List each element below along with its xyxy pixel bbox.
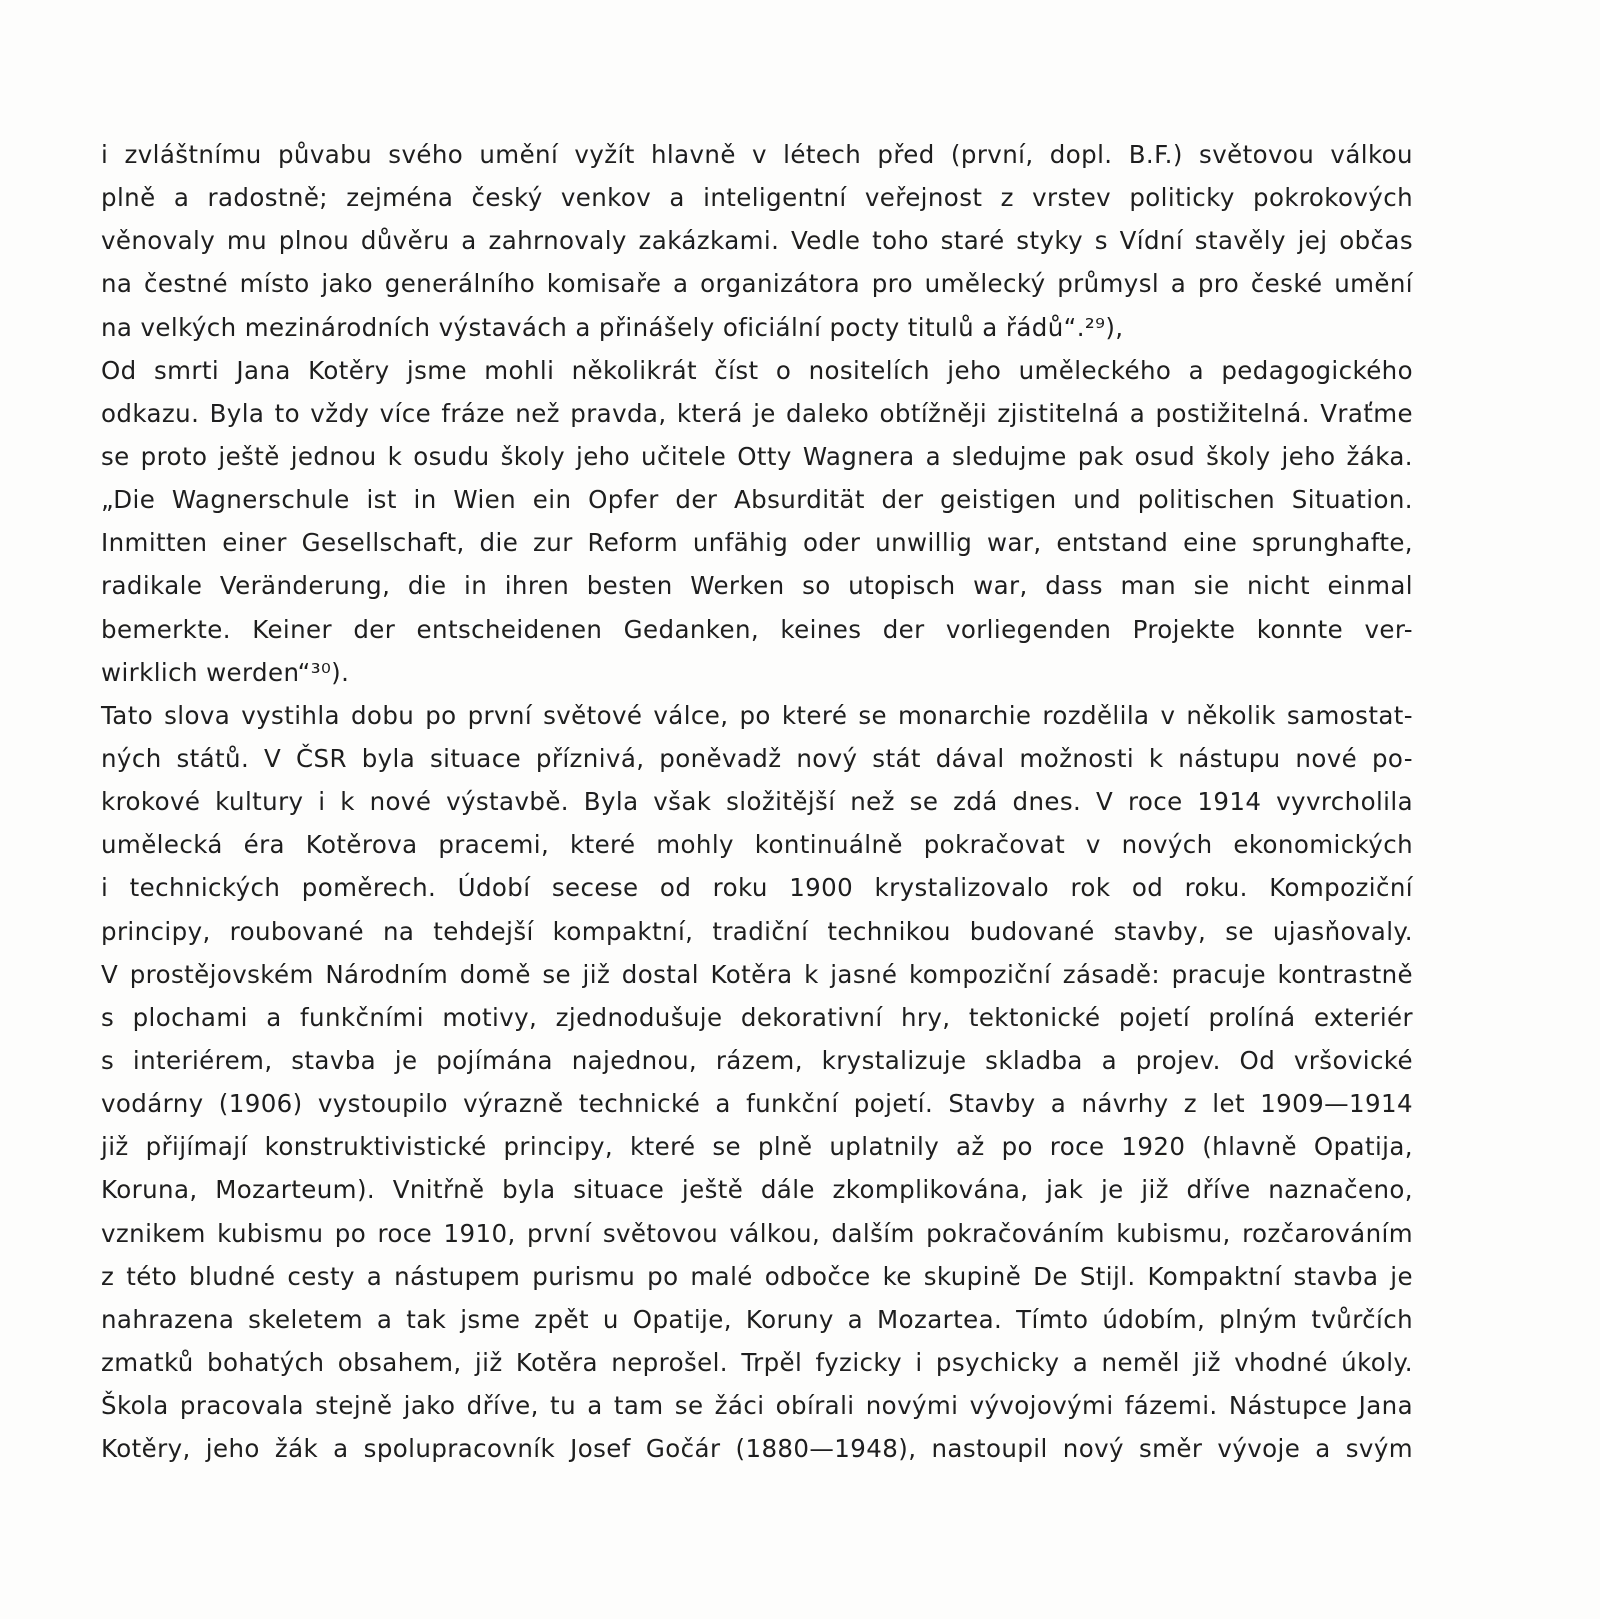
text-line: ných států. V ČSR byla situace příznivá, poněvadž nový stát dával možnosti k nástupu nové po-	[101, 743, 1413, 773]
text-line: wirklich werden“³⁰).	[101, 657, 350, 687]
text-line: principy, roubované na tehdejší kompaktní, tradiční technikou budované stavby, se ujasňovaly.	[101, 916, 1413, 946]
text-line: i zvláštnímu půvabu svého umění vyžít hlavně v létech před (první, dopl. B.F.) světovou válkou	[101, 140, 1413, 169]
text-line: zmatků bohatých obsahem, již Kotěra neprošel. Trpěl fyzicky i psychicky a neměl již vhodné úkoly.	[101, 1347, 1413, 1377]
text-line: „Die Wagnerschule ist in Wien ein Opfer der Absurdität der geistigen und politischen Situation.	[101, 485, 1413, 515]
text-line: Škola pracovala stejně jako dříve, tu a tam se žáci obírali novými vývojovými fázemi. Nástupce Jana	[101, 1391, 1413, 1421]
text-line: na čestné místo jako generálního komisaře a organizátora pro umělecký průmysl a pro české umění	[101, 269, 1413, 299]
text-line: Koruna, Mozarteum). Vnitřně byla situace ještě dále zkomplikována, jak je již dříve naznačeno,	[101, 1175, 1413, 1205]
text-line: i technických poměrech. Údobí secese od roku 1900 krystalizovalo rok od roku. Kompoziční	[101, 873, 1413, 903]
text-line: radikale Veränderung, die in ihren besten Werken so utopisch war, dass man sie nicht einmal	[101, 571, 1413, 601]
text-line: s plochami a funkčními motivy, zjednodušuje dekorativní hry, tektonické pojetí prolíná exteriér	[101, 1002, 1413, 1032]
text-line: umělecká éra Kotěrova pracemi, které mohly kontinuálně pokračovat v nových ekonomických	[101, 830, 1413, 860]
text-line: věnovaly mu plnou důvěru a zahrnovaly zakázkami. Vedle toho staré styky s Vídní stavěly jej občas	[101, 226, 1413, 256]
text-line: odkazu. Byla to vždy více fráze než pravda, která je daleko obtížněji zjistitelná a postižitelná. Vraťme	[101, 398, 1413, 428]
text-line: Inmitten einer Gesellschaft, die zur Reform unfähig oder unwillig war, entstand eine sprunghafte,	[101, 528, 1413, 558]
text-line: na velkých mezinárodních výstavách a přinášely oficiální pocty titulů a řádů“.²⁹),	[101, 312, 1124, 342]
text-line: vodárny (1906) vystoupilo výrazně technické a funkční pojetí. Stavby a návrhy z let 1909—1914	[101, 1089, 1413, 1119]
text-line: plně a radostně; zejména český venkov a inteligentní veřejnost z vrstev politicky pokrokových	[101, 183, 1413, 213]
text-line: vznikem kubismu po roce 1910, první světovou válkou, dalším pokračováním kubismu, rozčarováním	[101, 1218, 1413, 1248]
text-line: již přijímají konstruktivistické principy, které se plně uplatnily až po roce 1920 (hlavně Opatija,	[101, 1132, 1413, 1162]
text-line: z této bludné cesty a nástupem purismu po malé odbočce ke skupině De Stijl. Kompaktní stavba je	[101, 1261, 1413, 1291]
text-line: V prostějovském Národním domě se již dostal Kotěra k jasné kompoziční zásadě: pracuje kontrastně	[101, 959, 1413, 989]
text-line: se proto ještě jednou k osudu školy jeho učitele Otty Wagnera a sledujme pak osud školy jeho žáka.	[101, 441, 1413, 471]
body-text	[101, 133, 1413, 1470]
text-line: Tato slova vystihla dobu po první světové válce, po které se monarchie rozdělila v několik samostat-	[101, 700, 1413, 730]
text-line: s interiérem, stavba je pojímána najednou, rázem, krystalizuje skladba a projev. Od vršovické	[101, 1045, 1413, 1075]
text-line: Kotěry, jeho žák a spolupracovník Josef Gočár (1880—1948), nastoupil nový směr vývoje a svým	[101, 1434, 1413, 1464]
text-line: bemerkte. Keiner der entscheidenen Gedanken, keines der vorliegenden Projekte konnte ver-	[101, 614, 1413, 644]
text-line: Od smrti Jana Kotěry jsme mohli několikrát číst o nositelích jeho uměleckého a pedagogického	[101, 355, 1413, 385]
text-line: nahrazena skeletem a tak jsme zpět u Opatije, Koruny a Mozartea. Tímto údobím, plným tvůrčích	[101, 1304, 1413, 1334]
text-line: krokové kultury i k nové výstavbě. Byla však složitější než se zdá dnes. V roce 1914 vyvrcholila	[101, 787, 1413, 817]
